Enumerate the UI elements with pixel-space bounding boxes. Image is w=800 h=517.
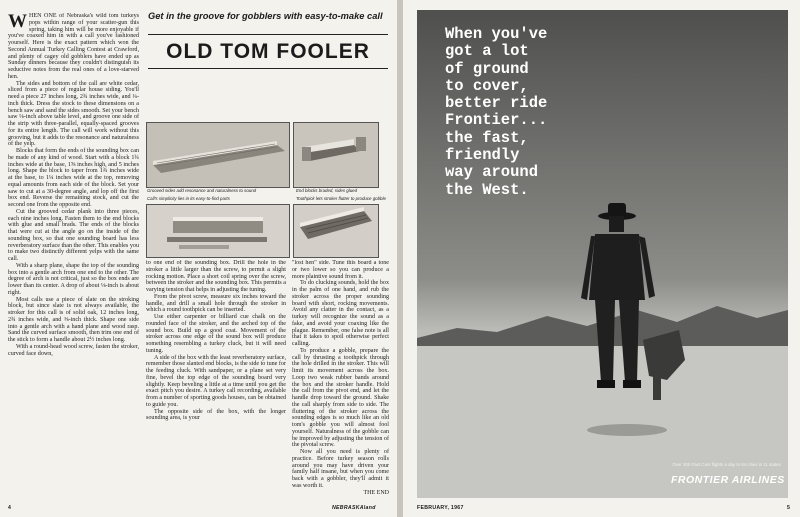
article-paragraph: Blocks that form the ends of the sounding box can be made of any kind of wood. Start with a block 1¾ inches wide at the base, 1⅝ inches high, and 5 inches long. Shape the block to taper from 1¾ inches wide at the base, to 1¼ inches wide at the top, removing equal amounts from each side of the block. Set your saw to cut at a 30-degree angle, and lop off the first box end. Reverse the remaining stock, and cut the second one from the opposite end. [8, 148, 139, 208]
caption-grooved-sides: Grooved sides add resonance and naturalness to sound [147, 188, 257, 193]
article-paragraph: With a sharp plane, shape the top of the sounding box into a gentle arch from one end to the other. The degree of arch is not critical, just so the box ends are lower than its center. A drop of about ⅛-inch is about right. [8, 262, 139, 296]
article-paragraph: To produce a gobble, prepare the call by thrusting a toothpick through the hole drilled in the stroker. This will limit its movement across the box. Loop two weak rubber bands around the box and the stroker handle. Hold the call from the pivot end, and let the handle drop toward the ground. Shake the call sharply from side to side. The fluttering of the stroker across the sounding edges is so much like an old tom's gobble you will almost fool yourself. Naturalness of the gobble can be improved by adjusting the tension of the pivotal screw. [292, 347, 389, 449]
ad-headline-line: got a lot [445, 42, 529, 61]
ad-headline-line: of ground [445, 59, 529, 78]
article-paragraph: Most calls use a piece of slate on the stroking block, but since slate is not always available, the stroker for this call is of solid oak, 12 inches long, 2¾ inches wide, and ⅜-inch thick. Shape one side into a gentle arch with a hand plane and wood rasp. Sand the curved surface smooth, then trim one end of the stick to form a handle about 2½ inches long. [8, 296, 139, 343]
photo-toothpick [293, 204, 379, 258]
article-headline: OLD TOM FOOLER [166, 40, 370, 63]
caption-toothpick: Toothpick lets stroker flutter to produce gobble [296, 196, 386, 201]
left-page [0, 0, 397, 517]
ad-headline-line: Frontier... [445, 111, 548, 130]
end-mark: THE END [363, 489, 389, 496]
article-paragraph: Now all you need is plenty of practice. Before turkey season rolls around you may have driven your family half insane, but when you come back with a gobbler, they'll admit it was worth it. [292, 449, 389, 489]
article-paragraph: The opposite side of the box, with the longer sounding area, is your [146, 408, 286, 422]
folio-page-number-left: 4 [8, 505, 12, 511]
article-paragraph: "lost hen" side. Tune this board a tone or two lower so you can produce a more plaintive sound from it. [292, 260, 389, 280]
photo-grooved-sides [146, 122, 290, 188]
article-paragraph: To do clucking sounds, hold the box in the palm of one hand, and rub the stroker across the proper sounding board with short, rocking movements. Avoid any clatter in the contact, as a turkey will recognize the sound as a fake, and avoid your coaxing like the plague. Remember, one false note is all that it takes to spoil otherwise perfect calling. [292, 280, 389, 347]
ad-headline [445, 26, 605, 199]
article-paragraph: HEN ONE of Nebraska's wild tom turkeys pops within range of your scatter-gun this spring, taking him will be more enjoyable if you've coaxed him in with a call you've fashioned yourself. Here is the exact pattern which won the Second Annual Turkey Calling Contest at Crawford, and plenty of cagey old gobblers have ended up as Sunday dinners because they couldn't distinguish its seductive notes from the real ones of a love-starved hen. [8, 13, 139, 80]
article-column-1 [8, 13, 139, 503]
caption-end-blocks: End blocks braded, sides glued [296, 188, 358, 193]
article-paragraph: From the pivot screw, measure six inches toward the handle, and drill a small hole through the stroker in which a round toothpick can be inserted. [146, 293, 286, 314]
ad-headline-line: to cover, [445, 76, 529, 95]
folio-page-number-right: 5 [787, 505, 791, 511]
caption-call-parts: Call's simplicity lies in its easy-to-find parts [147, 196, 230, 201]
headline-rule-bottom [148, 68, 388, 69]
article-column-3 [292, 260, 389, 504]
folio-magazine-name: NEBRASKAland [332, 505, 376, 511]
ad-headline-line: friendly [445, 146, 520, 165]
right-page [403, 0, 800, 517]
ad-headline-line: When you've [445, 25, 548, 43]
headline-rule-top [148, 34, 388, 35]
article-paragraph: to one end of the sounding box. Drill the hole in the stroker a little larger than the screw, to permit a slight rocking motion. Place a short coil spring over the screw, between the stroker and the sounding box. This permits a varying tension that helps in adjusting the tuning. [146, 260, 286, 293]
ad-headline-line: the fast, [445, 128, 529, 147]
advertisement-photo [417, 10, 788, 498]
article-paragraph: Cut the grooved cedar plank into three pieces, each nine inches long. Fasten them to the end blocks with glue and small brads. The ends of the blocks that were cut at the angle go on the inside of the sounding box, so that one sounding board has less reverberatory surface than the other. This enables you to make two distinctly different yelps with the same call. [8, 208, 139, 262]
photo-call-parts [146, 204, 290, 258]
article-kicker: Get in the groove for gobblers with easy-to-make call [148, 11, 383, 21]
article-paragraph: The sides and bottom of the call are white cedar, sliced from a piece of regular house siding. You'll need a piece 27 inches long, 2¾ inches wide, and ¼-inch thick. Dress the stock to these dimensions on a bench saw and sand the sides smooth. Set your bench saw ⅛-inch above table level, and groove one side of the strip with three-parallel, equally-spaced grooves for its entire length. The call will work without this grooving, but it adds to the resonance and naturalness of the yelp. [8, 80, 139, 148]
ad-flight-note: Over 300 Fast Cars flights a day to 84 cities in 11 states [672, 462, 781, 467]
article-column-2 [146, 260, 286, 504]
article-paragraph: With a round-head wood screw, fasten the stroker, curved face down, [8, 343, 139, 357]
folio-date: FEBRUARY, 1967 [417, 505, 464, 511]
ad-headline-line: better ride [445, 94, 548, 113]
article-paragraph: Use either carpenter or billiard cue chalk on the rounded face of the stroker, and the arched top of the sound box. Build up a good coat. Movement of the stroker across one edge of the sound box will produce something resembling a turkey cluck, but it will need tuning. [146, 314, 286, 354]
frontier-airlines-logo: FRONTIER AIRLINES [671, 474, 785, 486]
ad-headline-line: the West. [445, 180, 529, 199]
article-paragraph: A side of the box with the least reverberatory surface, remember those slanted end blocks, is the side to tune for the feeding cluck. With sandpaper, or a plane set very fine, bevel the top edge of the sounding board very slightly. Keep beveling a little at a time until you get the exact pitch you desire. A turkey call recording, available from a number of sporting goods houses, can be obtained to guide you. [146, 354, 286, 408]
photo-end-blocks [293, 122, 379, 188]
drop-cap: W [8, 13, 27, 32]
ad-headline-line: way around [445, 163, 539, 182]
